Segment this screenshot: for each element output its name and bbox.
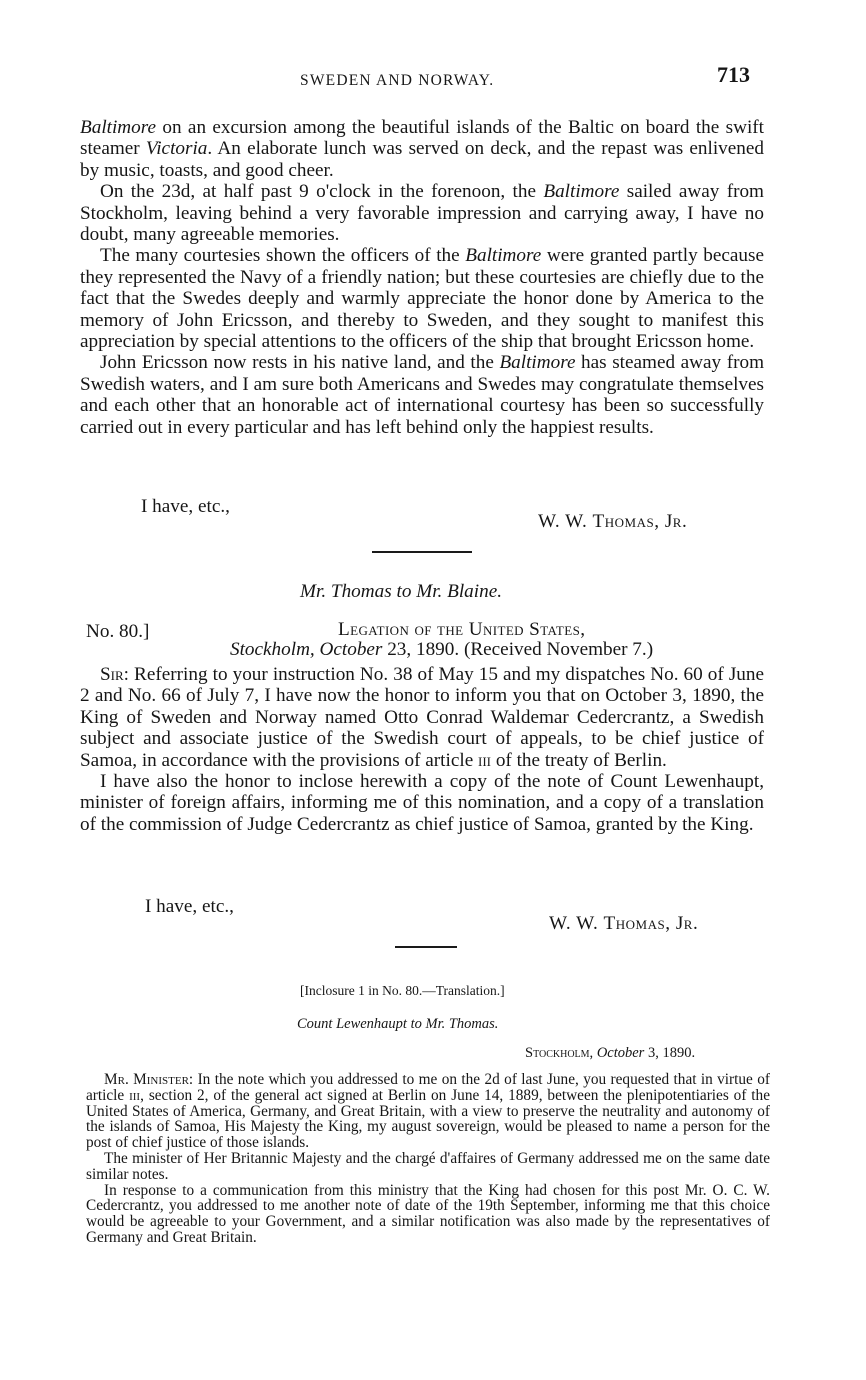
letter1-salutation: I have, etc., [141,496,230,517]
letter1-paragraph-4: John Ericsson now rests in his native land, and the Baltimore has steamed away from Swedish waters, and I am sure both Americans and Swedes may congratulate themselves and each other that an honorable act of international courtesy has been so successfully carried out in every particular and has left behind only the happiest results. [80,352,764,438]
legation-heading: Legation of the United States, [338,619,586,640]
enclosure-paragraph-3: In response to a communication from this ministry that the King had chosen for this post Mr. O. C. W. Cedercrantz, you addressed to me another note of date of the 19th September, informing me that this choice would be agreeable to your Government, and a similar notification was also made by the representatives of Germany and Great Britain. [86,1181,770,1246]
letter1-signature: W. W. Thomas, Jr. [538,511,688,532]
section-divider [395,946,457,948]
letter2-signature: W. W. Thomas, Jr. [549,913,699,934]
letter2-salutation: I have, etc., [145,896,234,917]
page-number: 713 [717,62,750,87]
section-divider [372,551,472,553]
running-head: SWEDEN AND NORWAY. [300,72,495,89]
letter2-body [80,664,764,835]
letter1-paragraph-2: On the 23d, at half past 9 o'clock in the forenoon, the Baltimore sailed away from Stockholm, leaving behind a very favorable impression and carrying away, I have no doubt, many agreeable memories. [80,181,764,246]
letter2-paragraph-1: Sir: Referring to your instruction No. 38 of May 15 and my dispatches No. 60 of June 2 and No. 66 of July 7, I have now the honor to inform you that on October 3, 1890, the King of Sweden and Norway named Otto Conrad Waldemar Cedercrantz, a Swedish subject and associate justice of the Swedish court of appeals, to be chief justice of Samoa, in accordance with the provisions of article iii of the treaty of Berlin. [80,664,764,771]
enclosure-label: [Inclosure 1 in No. 80.—Translation.] [300,983,505,998]
letter2-dateline: Stockholm, October 23, 1890. (Received November 7.) [230,639,654,660]
enclosure-dateline: Stockholm, October 3, 1890. [525,1045,696,1061]
letter1-body [80,117,764,438]
enclosure-body [86,1072,770,1246]
letter1-paragraph-3: The many courtesies shown the officers of the Baltimore were granted partly because they represented the Navy of a friendly nation; but these courtesies are chiefly due to the fact that the Swedes deeply and warmly appreciate the honor done by America to the memory of John Ericsson, and thereby to Sweden, and they sought to manifest this appreciation by special attentions to the officers of the ship that brought Ericsson home. [80,245,764,353]
letter2-heading: Mr. Thomas to Mr. Blaine. [300,581,503,602]
dispatch-number: No. 80.] [86,621,150,642]
letter1-paragraph-1: Baltimore on an excursion among the beautiful islands of the Baltic on board the swift steamer Victoria. An elaborate lunch was served on deck, and the repast was enlivened by music, toasts, and good cheer. [80,117,764,181]
letter2-paragraph-2: I have also the honor to inclose herewith a copy of the note of Count Lewenhaupt, minister of foreign affairs, informing me of this nomination, and a copy of a translation of the commission of Judge Cedercrantz as chief justice of Samoa, granted by the King. [80,771,764,835]
enclosure-heading: Count Lewenhaupt to Mr. Thomas. [297,1016,499,1032]
enclosure-paragraph-1: Mr. Minister: In the note which you addressed to me on the 2d of last June, you requested that in virtue of article iii, section 2, of the general act signed at Berlin on June 14, 1889, between the plenipotentiaries of the United States of America, Germany, and Great Britain, with a view to preserve the neutrality and autonomy of the islands of Samoa, His Majesty the King, my august sovereign, would be pleased to name a person for the post of chief justice of those islands. [86,1071,770,1152]
enclosure-paragraph-2: The minister of Her Britannic Majesty and the chargé d'affaires of Germany addressed me on the same date similar notes. [86,1149,770,1183]
